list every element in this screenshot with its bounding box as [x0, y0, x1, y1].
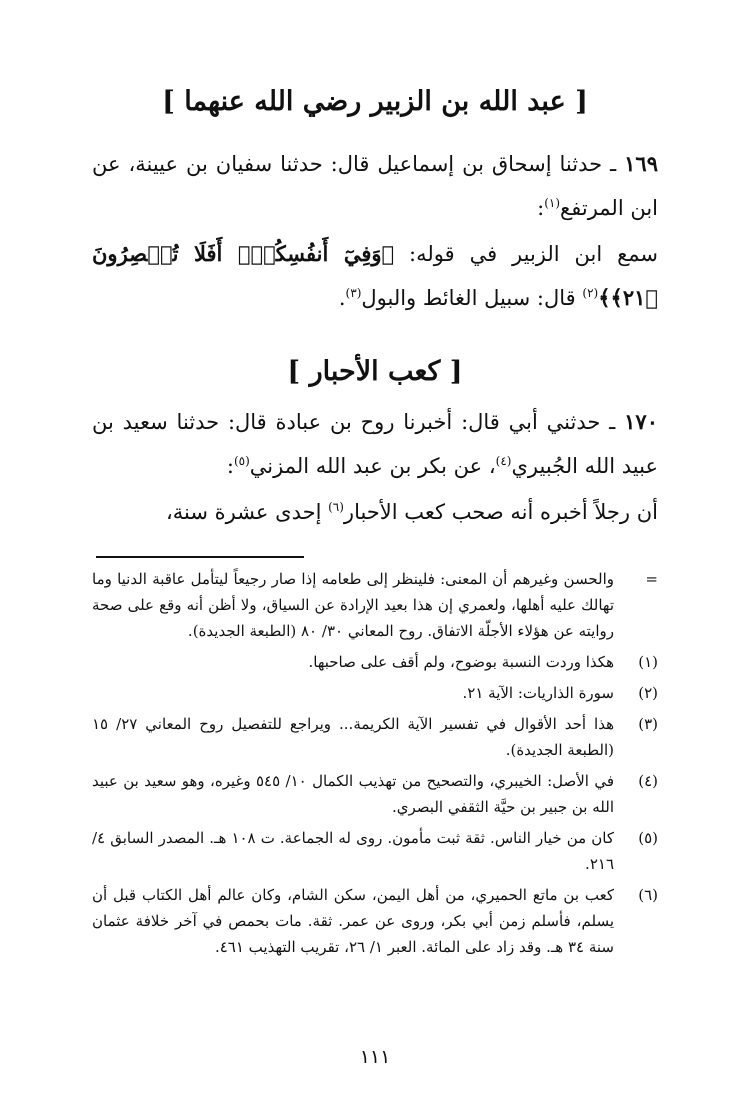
footnote-ref: (٣) — [345, 286, 362, 300]
footnote-text: كان من خيار الناس. ثقة ثبت مأمون. روى له الجماعة. ت ١٠٨ هـ. المصدر السابق ٤/ ٢١٦. — [92, 829, 614, 873]
footnote-ref: (٤) — [495, 454, 512, 468]
narration-text-mid: ، عن بكر بن عبد الله المزني — [249, 454, 496, 478]
footnote-text: هذا أحد الأقوال في تفسير الآية الكريمة... ويراجع للتفصيل روح المعاني ٢٧/ ١٥ (الطبعة الجديدة). — [92, 715, 615, 759]
narration-text: أن رجلاً أخبره أنه صحب كعب الأحبار — [343, 500, 658, 524]
narration-number: ١٦٩ — [624, 151, 658, 176]
narration-170-body — [92, 490, 658, 534]
footnote — [92, 566, 658, 644]
footnote-text: والحسن وغيرهم أن المعنى: فلينظر إلى طعامه إذا صار رجيعاً ليتأمل عاقبة الدنيا وما تهالك عليه أهلها، ولعمري إن هذا بعيد الإرادة عن السياق، ولا أظن أنه وقع على صحة روايته عن هؤلاء الأجلّة الاتفاق. روح المعاني ٣٠/ ٨٠ (الطبعة الجديدة). — [92, 570, 614, 640]
narration-text: ـ حدثنا إسحاق بن إسماعيل قال: حدثنا سفيان بن عيينة، عن ابن المرتفع — [92, 152, 658, 220]
footnote-label: (١) — [638, 653, 658, 671]
footnote-text: سورة الذاريات: الآية ٢١. — [462, 684, 614, 702]
footnote — [92, 680, 658, 706]
narration-number: ١٧٠ — [624, 409, 658, 434]
page-number: ١١١ — [359, 1046, 391, 1068]
quran-verse: ﴿وَفِيٓ أَنفُسِكُمۡۚ أَفَلَا تُبۡصِرُونَ ﴿٢١﴾﴾ — [92, 241, 658, 310]
footnote — [92, 768, 658, 820]
footnote — [92, 711, 658, 763]
footnote — [92, 649, 658, 675]
narration-text-end: إحدى عشرة سنة، — [165, 500, 329, 524]
section-heading-ibn-zubayr: [ عبد الله بن الزبير رضي الله عنهما ] — [162, 86, 588, 117]
footnote-label: (٢) — [638, 684, 658, 702]
narration-text-end: : — [537, 196, 545, 220]
narration-169 — [92, 142, 658, 230]
footnote-label: (٦) — [638, 886, 658, 904]
footnote-label: (٥) — [638, 829, 658, 847]
footnote-text: هكذا وردت النسبة بوضوح، ولم أقف على صاحبها. — [308, 653, 614, 671]
section-heading-kaab: [ كعب الأحبار ] — [287, 356, 463, 387]
footnote-divider — [96, 556, 304, 558]
footnote — [92, 825, 658, 877]
footnote-ref: (١) — [544, 196, 561, 210]
narration-text-end: : — [226, 454, 234, 478]
narration-169-body — [92, 232, 658, 320]
footnote-label: = — [645, 570, 658, 588]
footnote-ref: (٦) — [328, 500, 344, 514]
footnote-text: في الأصل: الخيبري، والتصحيح من تهذيب الكمال ١٠/ ٥٤٥ وغيره، وهو سعيد بن عبيد الله بن جبير بن حيَّة الثقفي البصري. — [92, 772, 614, 816]
narration-text-end: . — [338, 286, 346, 310]
footnote-ref: (٢) — [582, 286, 599, 300]
footnote-text: كعب بن ماتع الحميري، من أهل اليمن، سكن الشام، وكان عالم أهل الكتاب قبل أن يسلم، فأسلم زمن أبي بكر، وروى عن عمر. ثقة. مات بحمص في آخر خلافة عثمان سنة ٣٤ هـ. وقد زاد على المائة. العبر ١/ ٢٦، تقريب التهذيب ٤٦١. — [92, 886, 614, 956]
footnote — [92, 882, 658, 960]
footnote-ref: (٥) — [233, 454, 250, 468]
narration-170 — [92, 400, 658, 488]
footnote-label: (٤) — [638, 772, 658, 790]
footnotes — [92, 566, 658, 965]
narration-text-mid: قال: سبيل الغائط والبول — [361, 286, 583, 310]
narration-text: سمع ابن الزبير في قوله: — [394, 242, 658, 266]
footnote-label: (٣) — [638, 715, 658, 733]
narration-text: ـ حدثني أبي قال: أخبرنا روح بن عبادة قال: حدثنا سعيد بن عبيد الله الجُبيري — [92, 410, 658, 478]
